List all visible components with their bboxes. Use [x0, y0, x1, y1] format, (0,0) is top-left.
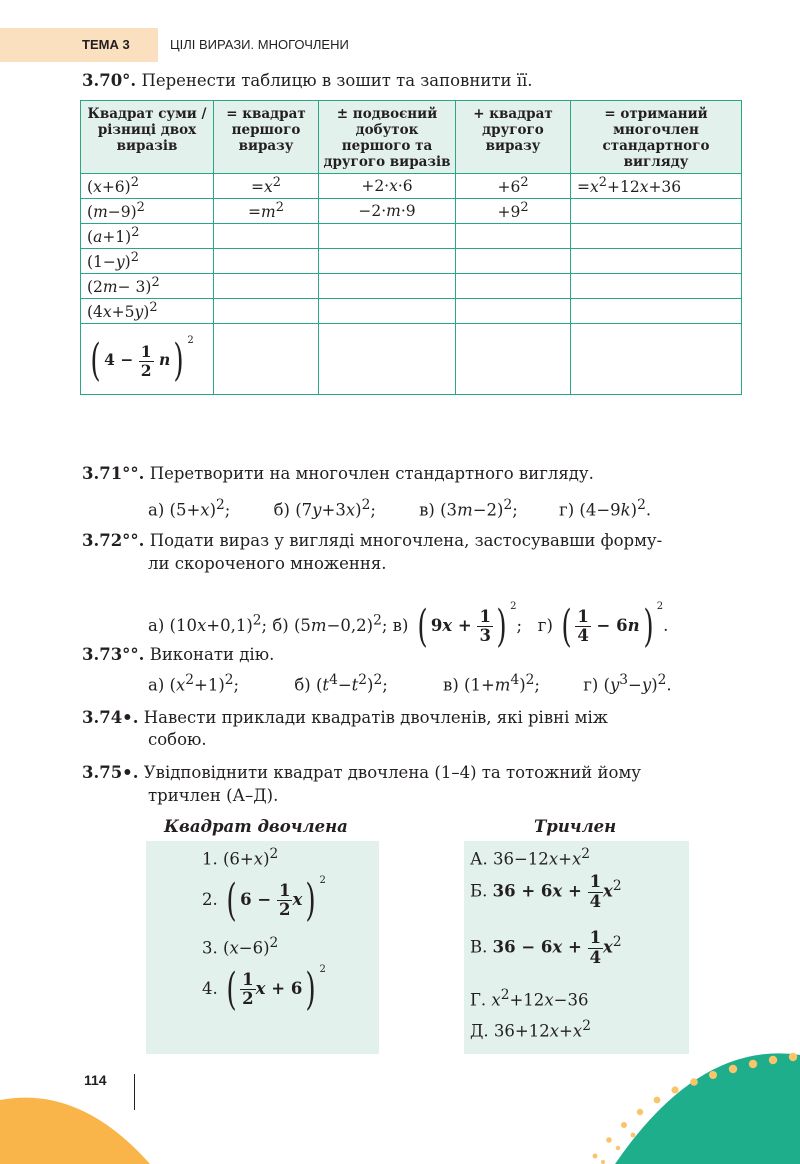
table-cell: $=m^2$	[214, 199, 319, 224]
list-item: 4. ( $\frac{1}{2}$ x + 6) $^2$	[202, 963, 326, 1015]
table-row	[81, 199, 742, 224]
table-row	[81, 324, 742, 395]
table-cell: $(1-y)^2$	[81, 249, 214, 274]
table-row	[81, 224, 742, 249]
table-cell: $(4x+5y)^2$	[81, 299, 214, 324]
task-text: Перетворити на многочлен стандартного вигляду.	[149, 464, 594, 483]
task-3-75	[82, 762, 641, 784]
table-cell: $+6^2$	[456, 174, 571, 199]
task-text: Подати вираз у вигляді многочлена, застосувавши форму-	[149, 531, 663, 550]
task-number: 3.71°°.	[82, 464, 145, 483]
list-item: Б. 36 + 6x + $\frac{1}{4}$ $x^2$	[470, 872, 622, 911]
task-text: Перенести таблицю в зошит та заповнити її.	[141, 71, 533, 90]
task-3-75-line2: тричлен (А–Д).	[148, 786, 279, 805]
table-cell: $+9^2$	[456, 199, 571, 224]
col-header: = квадрат першого виразу	[214, 101, 319, 174]
table-cell: $=x^2$	[214, 174, 319, 199]
table-cell: ( 4 − $\frac{1}{2}$ n) $^2$	[81, 324, 214, 395]
task-3-72-items: а) $(10x+0,1)^2$; б) $(5m-0,2)^2$; в) ( 9x + $\frac{1}{3}$ ) $^2$; г) ( $\frac{1}{4}$ − 6n) $^2$.	[148, 600, 669, 652]
left-column-heading: Квадрат двочлена	[164, 817, 348, 836]
task-number: 3.73°°.	[82, 645, 145, 664]
col-header: = отриманий многочлен стандартного вигляду	[571, 101, 742, 174]
task-3-71-items: а) $(5+x)^2$; б) $(7y+3x)^2$; в) $(3m-2)^2$; г) $(4-9k)^2$.	[148, 497, 652, 520]
task-3-74-line2: собою.	[148, 730, 207, 749]
list-item: 2. ( 6 − $\frac{1}{2}$ x) $^2$	[202, 874, 326, 926]
task-number: 3.70°.	[82, 71, 137, 90]
table-cell: −2·m·9	[319, 199, 456, 224]
col-header: Квадрат суми / різниці двох виразів	[81, 101, 214, 174]
task-3-71	[82, 463, 594, 485]
col-header: + квадрат другого виразу	[456, 101, 571, 174]
topic-tab: ТЕМА 3	[0, 28, 158, 62]
task-3-73-items: а) $(x^2+1)^2$; б) $(t^4-t^2)^2$; в) $(1+m^4)^2$; г) $(y^3-y)^2$.	[148, 672, 672, 695]
list-item: Д. $36+12x+x^2$	[470, 1018, 591, 1041]
task-3-72-line2: ли скороченого множення.	[148, 554, 387, 573]
task-3-73	[82, 644, 274, 666]
list-item: Г. $x^2+12x-36$	[470, 987, 589, 1010]
list-item: В. 36 − 6x + $\frac{1}{4}$ $x^2$	[470, 928, 622, 967]
topic-title: ЦІЛІ ВИРАЗИ. МНОГОЧЛЕНИ	[170, 37, 349, 52]
table-cell: $(2m- 3)^2$	[81, 274, 214, 299]
task-3-74	[82, 707, 608, 729]
table-cell: $=x^2+12x+36$	[571, 174, 742, 199]
list-item: А. $36-12x+x^2$	[470, 846, 591, 869]
task-number: 3.75•.	[82, 763, 139, 782]
list-item: 1. $(6+x)^2$	[202, 846, 279, 869]
task-text: Увідповіднити квадрат двочлена (1–4) та тотожний йому	[143, 763, 641, 782]
right-column-heading: Тричлен	[534, 817, 617, 836]
page-number: 114	[84, 1072, 107, 1088]
table-header-row	[81, 101, 742, 174]
list-item: 3. $(x-6)^2$	[202, 935, 279, 958]
table-row	[81, 174, 742, 199]
task-3-72	[82, 530, 662, 552]
table-cell: $(a+1)^2$	[81, 224, 214, 249]
fill-in-table	[80, 100, 742, 395]
table-cell: $(m-9)^2$	[81, 199, 214, 224]
col-header: ± подвоєний добуток першого та другого виразів	[319, 101, 456, 174]
chapter-header	[0, 28, 800, 62]
table-row	[81, 299, 742, 324]
task-number: 3.72°°.	[82, 531, 145, 550]
table-cell	[571, 199, 742, 224]
task-text: Навести приклади квадратів двочленів, які рівні між	[143, 708, 608, 727]
table-cell: $(x+6)^2$	[81, 174, 214, 199]
table-cell: +2·x·6	[319, 174, 456, 199]
task-3-70	[82, 70, 533, 92]
task-number: 3.74•.	[82, 708, 139, 727]
table-row	[81, 274, 742, 299]
page-number-divider	[134, 1074, 135, 1110]
table-row	[81, 249, 742, 274]
task-text: Виконати дію.	[149, 645, 275, 664]
